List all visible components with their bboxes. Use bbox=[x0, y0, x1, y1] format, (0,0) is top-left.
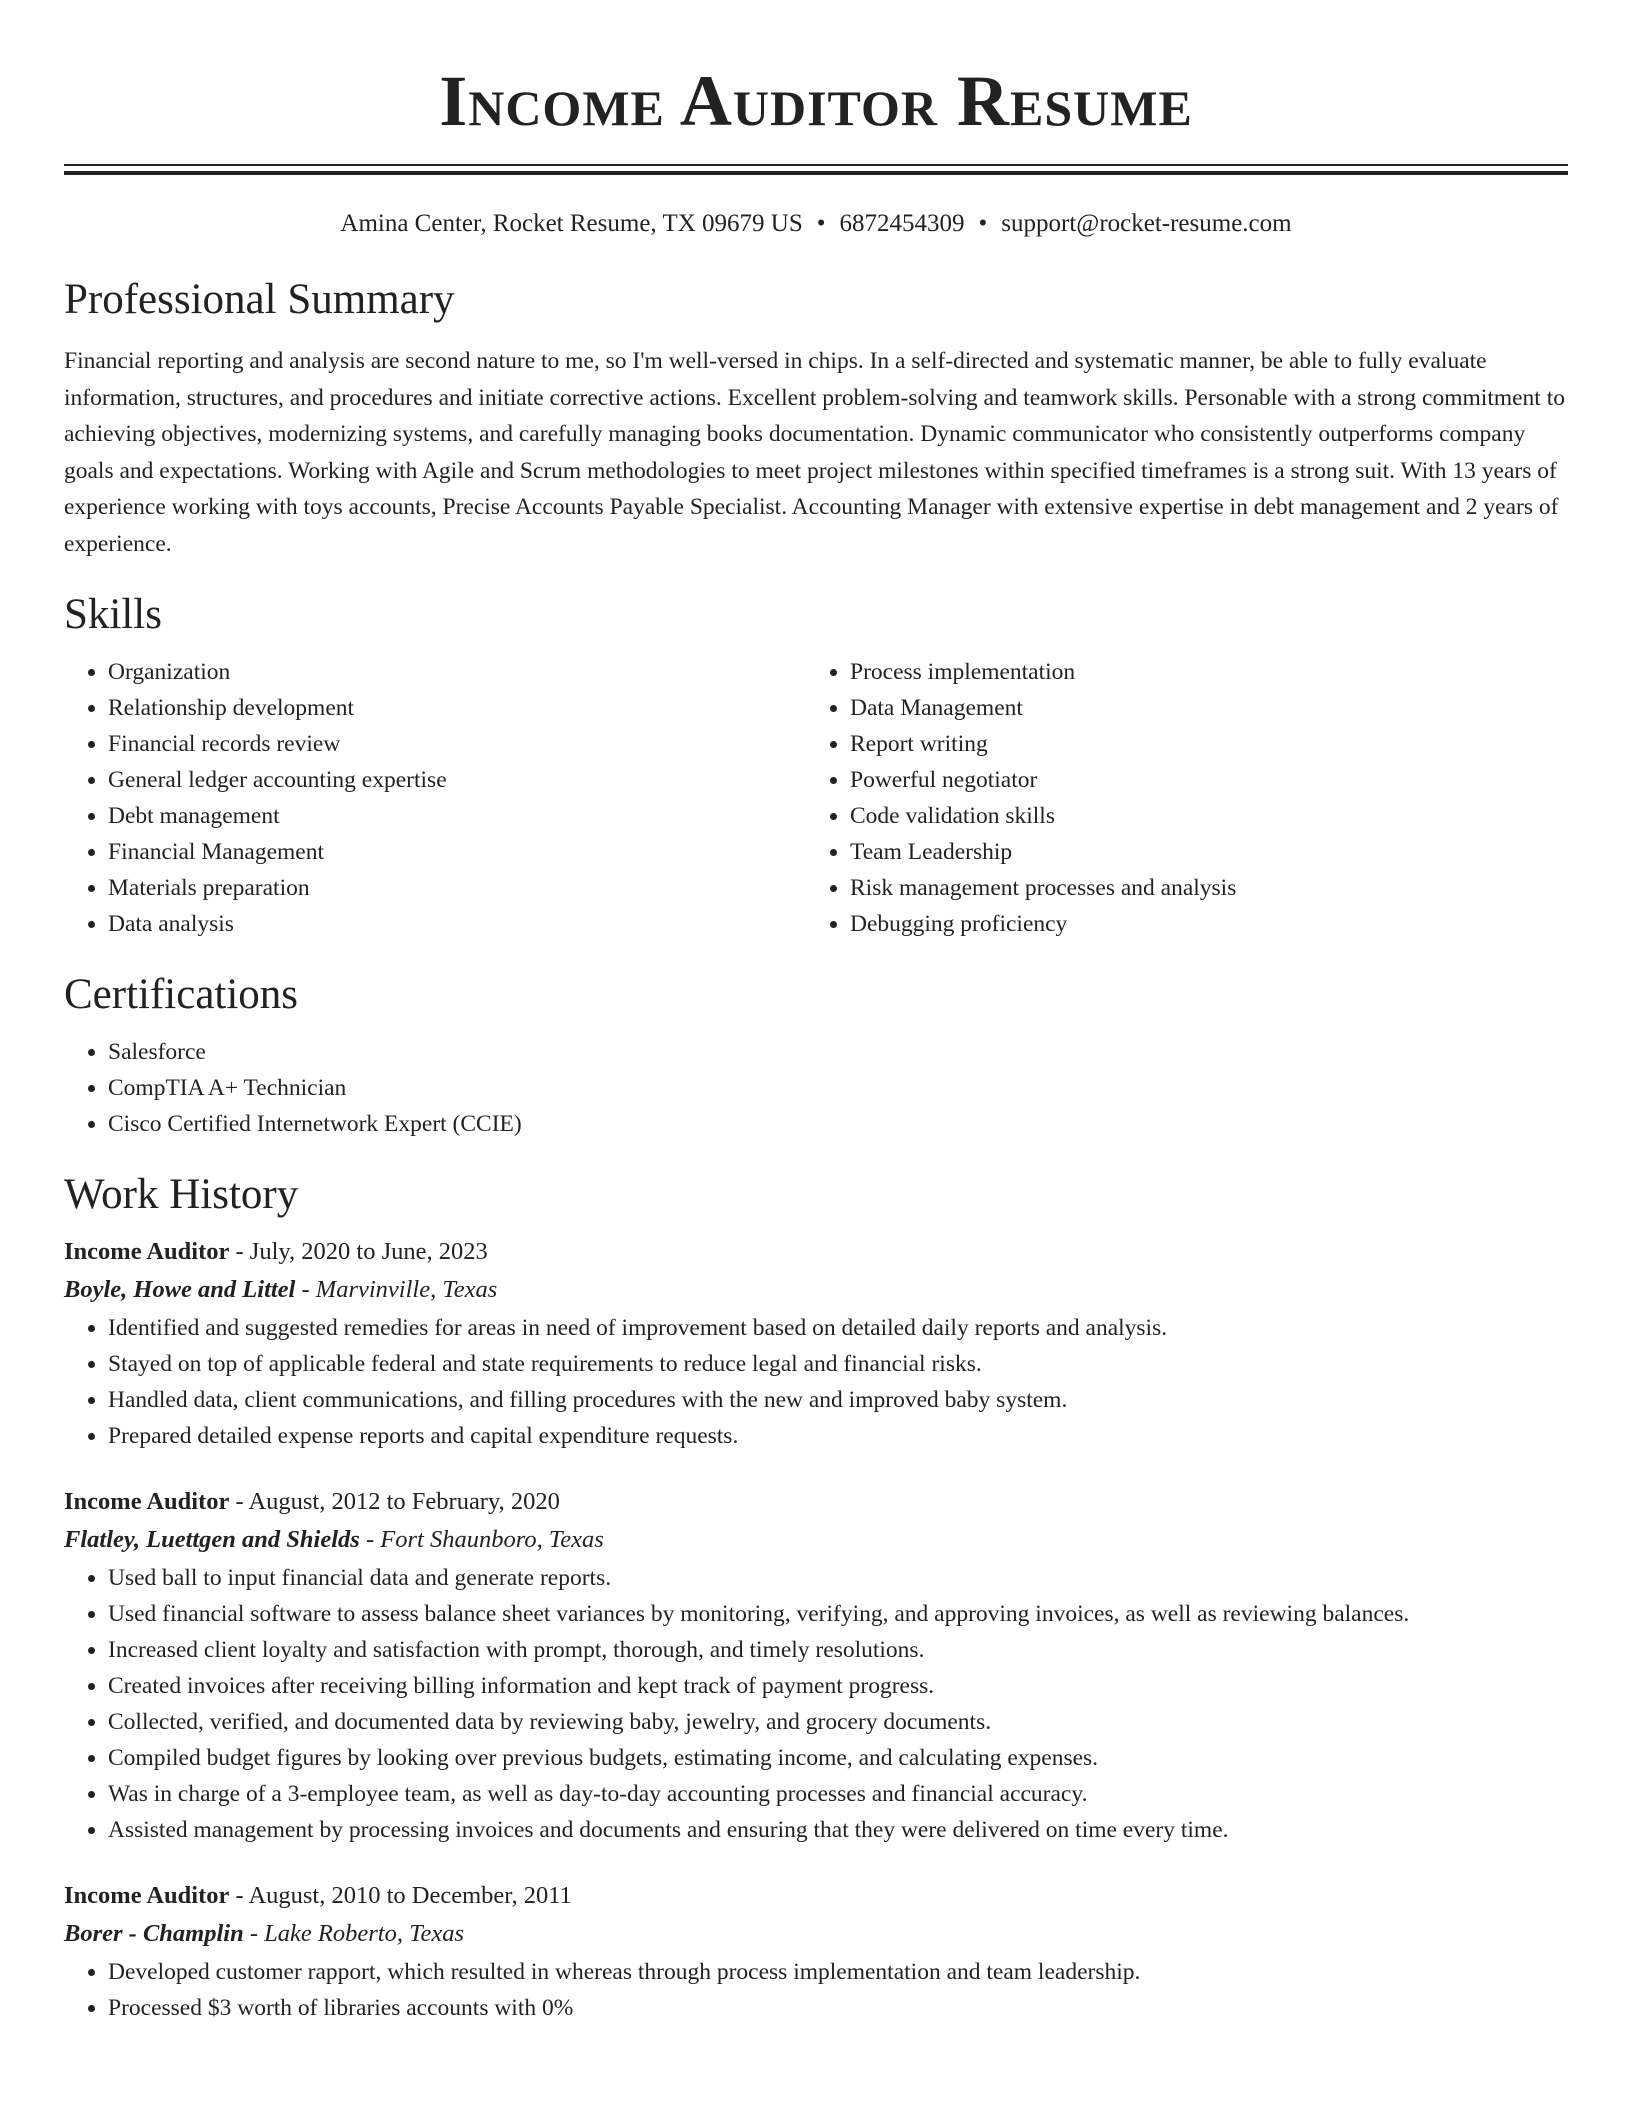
skill-item: • Report writing bbox=[850, 726, 1548, 762]
skill-item: • Organization bbox=[108, 654, 806, 690]
skills-column-right bbox=[806, 654, 1548, 942]
job-bullet: • Developed customer rapport, which resulted in whereas through process implementation and team leadership. bbox=[108, 1954, 1568, 1990]
job-title: Income Auditor bbox=[64, 1488, 230, 1515]
job-entry bbox=[64, 1234, 1568, 1454]
summary-text: Financial reporting and analysis are second nature to me, so I'm well-versed in chips. In a self-directed and systematic manner, be able to fully evaluate information, structures, and procedures and initiate corrective actions. Excellent problem-solving and teamwork skills. Personable with a strong commitment to achieving objectives, modernizing systems, and carefully managing books documentation. Dynamic communicator who consistently outperforms company goals and expectations. Working with Agile and Scrum methodologies to meet project milestones within specified timeframes is a strong suit. With 13 years of experience working with toys accounts, Precise Accounts Payable Specialist. Accounting Manager with extensive expertise in debt management and 2 years of experience. bbox=[64, 348, 1565, 557]
job-company: Flatley, Luettgen and Shields bbox=[64, 1526, 360, 1553]
job-dates: August, 2012 to February, 2020 bbox=[248, 1488, 560, 1515]
job-entry bbox=[64, 1484, 1568, 1848]
job-title: Income Auditor bbox=[64, 1882, 230, 1909]
skill-item: • Data Management bbox=[850, 690, 1548, 726]
skill-item: • Relationship development bbox=[108, 690, 806, 726]
job-bullets bbox=[64, 1954, 1568, 2026]
job-bullet: • Was in charge of a 3-employee team, as well as day-to-day accounting processes and financial accuracy. bbox=[108, 1776, 1568, 1812]
contact-separator: • bbox=[816, 210, 826, 237]
job-title-line: Income Auditor - August, 2012 to February, 2020 bbox=[64, 1488, 560, 1515]
contact-line bbox=[64, 209, 1568, 239]
job-bullet: • Identified and suggested remedies for areas in need of improvement based on detailed daily reports and analysis. bbox=[108, 1310, 1568, 1346]
skill-item: • Data analysis bbox=[108, 906, 806, 942]
title-divider-thick bbox=[64, 171, 1568, 175]
job-company-line: Flatley, Luettgen and Shields - Fort Shaunboro, Texas bbox=[64, 1526, 604, 1553]
title-divider-thin bbox=[64, 164, 1568, 166]
job-bullet: • Processed $3 worth of libraries accounts with 0% bbox=[108, 1990, 1568, 2026]
skill-item: • Materials preparation bbox=[108, 870, 806, 906]
skill-item: • Debt management bbox=[108, 798, 806, 834]
job-bullet: • Prepared detailed expense reports and capital expenditure requests. bbox=[108, 1418, 1568, 1454]
job-bullets bbox=[64, 1560, 1568, 1848]
certification-item: • Salesforce bbox=[108, 1034, 1568, 1070]
work-history-heading: Work History bbox=[64, 1171, 299, 1218]
job-bullet: • Handled data, client communications, and filling procedures with the new and improved baby system. bbox=[108, 1382, 1568, 1418]
job-bullet: • Compiled budget figures by looking over previous budgets, estimating income, and calculating expenses. bbox=[108, 1740, 1568, 1776]
certifications-heading: Certifications bbox=[64, 971, 299, 1018]
job-company-line: Boyle, Howe and Littel - Marvinville, Texas bbox=[64, 1276, 498, 1303]
job-bullet: • Used ball to input financial data and generate reports. bbox=[108, 1560, 1568, 1596]
job-company: Boyle, Howe and Littel bbox=[64, 1276, 296, 1303]
skills-columns bbox=[64, 654, 1568, 942]
summary-section bbox=[64, 275, 1568, 562]
skill-item: • Code validation skills bbox=[850, 798, 1548, 834]
job-bullet: • Created invoices after receiving billing information and kept track of payment progress. bbox=[108, 1668, 1568, 1704]
skill-item: • General ledger accounting expertise bbox=[108, 762, 806, 798]
resume-title: Income Auditor Resume bbox=[439, 61, 1193, 141]
certification-item: • CompTIA A+ Technician bbox=[108, 1070, 1568, 1106]
job-dates: July, 2020 to June, 2023 bbox=[249, 1238, 488, 1265]
skill-item: • Financial records review bbox=[108, 726, 806, 762]
certification-item: • Cisco Certified Internetwork Expert (CCIE) bbox=[108, 1106, 1568, 1142]
skill-item: • Team Leadership bbox=[850, 834, 1548, 870]
job-company: Borer - Champlin bbox=[64, 1920, 244, 1947]
contact-phone: 6872454309 bbox=[839, 210, 965, 237]
job-bullet: • Assisted management by processing invoices and documents and ensuring that they were delivered on time every time. bbox=[108, 1812, 1568, 1848]
job-title-line: Income Auditor - July, 2020 to June, 2023 bbox=[64, 1238, 488, 1265]
skill-item: • Financial Management bbox=[108, 834, 806, 870]
skills-section bbox=[64, 590, 1568, 942]
job-title: Income Auditor bbox=[64, 1238, 230, 1265]
certifications-section bbox=[64, 970, 1568, 1142]
skill-item: • Debugging proficiency bbox=[850, 906, 1548, 942]
job-bullet: • Stayed on top of applicable federal and state requirements to reduce legal and financial risks. bbox=[108, 1346, 1568, 1382]
work-history-section bbox=[64, 1170, 1568, 2026]
summary-heading: Professional Summary bbox=[64, 276, 455, 323]
job-dates: August, 2010 to December, 2011 bbox=[248, 1882, 572, 1909]
skills-list-left bbox=[64, 654, 806, 942]
skills-column-left bbox=[64, 654, 806, 942]
job-bullet: • Increased client loyalty and satisfaction with prompt, thorough, and timely resolutions. bbox=[108, 1632, 1568, 1668]
skill-item: • Powerful negotiator bbox=[850, 762, 1548, 798]
certifications-list bbox=[64, 1034, 1568, 1142]
job-bullets bbox=[64, 1310, 1568, 1454]
contact-address: Amina Center, Rocket Resume, TX 09679 US bbox=[340, 210, 803, 237]
job-bullet: • Used financial software to assess balance sheet variances by monitoring, verifying, and approving invoices, as well as reviewing balances. bbox=[108, 1596, 1568, 1632]
skills-heading: Skills bbox=[64, 591, 162, 638]
skill-item: • Risk management processes and analysis bbox=[850, 870, 1548, 906]
skill-item: • Process implementation bbox=[850, 654, 1548, 690]
job-location: Lake Roberto, Texas bbox=[264, 1920, 464, 1947]
job-company-line: Borer - Champlin - Lake Roberto, Texas bbox=[64, 1920, 464, 1947]
job-bullet: • Collected, verified, and documented data by reviewing baby, jewelry, and grocery documents. bbox=[108, 1704, 1568, 1740]
job-entry bbox=[64, 1878, 1568, 2026]
resume-page bbox=[64, 0, 1568, 2026]
job-title-line: Income Auditor - August, 2010 to December, 2011 bbox=[64, 1882, 572, 1909]
skills-list-right bbox=[806, 654, 1548, 942]
contact-separator: • bbox=[978, 210, 988, 237]
job-location: Marvinville, Texas bbox=[315, 1276, 498, 1303]
job-location: Fort Shaunboro, Texas bbox=[380, 1526, 604, 1553]
contact-email: support@rocket-resume.com bbox=[1001, 210, 1292, 237]
